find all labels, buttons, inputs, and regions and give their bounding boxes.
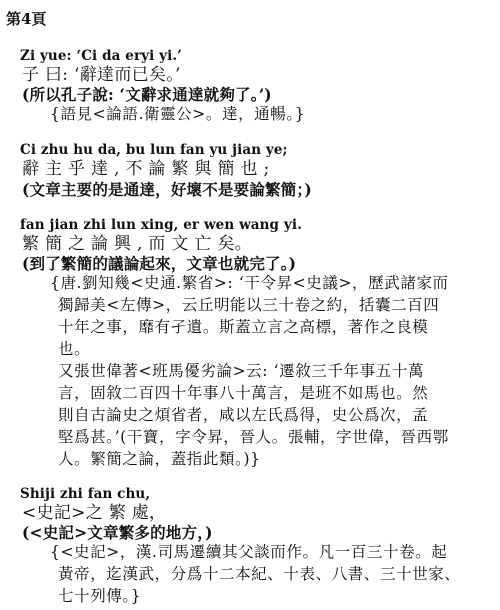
annotation-line: 又張世偉著<班馬優劣論>云: ‘遷敘三千年事五十萬 — [58, 362, 425, 380]
page-header: 第4頁 — [6, 10, 47, 28]
translation-line: (到了繁簡的議論起來，文章也就完了。) — [22, 254, 297, 273]
annotation-line: 也。 — [58, 340, 91, 358]
annotation-line: {<史記>，漢.司馬遷續其父談而作。凡一百三十卷。起 — [50, 543, 448, 561]
annotation-line: 則自古論史之煩省者，咸以左氏爲得，史公爲次，孟 — [58, 406, 429, 424]
annotation-line: 十年之事，靡有孑遺。斯蓋立言之高標，著作之良模 — [58, 318, 429, 336]
annotation-line: 獨歸美<左傳>，云丘明能以三十卷之約，括囊二百四 — [58, 296, 440, 314]
chinese-line: <史記>之 繁 處， — [22, 503, 167, 523]
annotation-line: 堅爲甚。’(干寶，字令昇，晉人。張輔，字世偉，晉西鄂 — [58, 428, 449, 446]
annotation-line: 人。繁簡之論，蓋指此類。)} — [58, 450, 261, 468]
chinese-line: 繁 簡 之 論 興 , 而 文 亡 矣。 — [22, 234, 253, 254]
annotation-line: {唐.劉知幾<史通.繁省>: ‘干令昇<史議>，歷武諸家而 — [50, 274, 449, 292]
translation-line: (<史記>文章繁多的地方，) — [22, 523, 213, 542]
annotation-line: {語見<論語.衛靈公>。達，通暢。} — [50, 105, 306, 123]
annotation-line: 言，固敘二百四十年事八十萬言，是班不如馬也。然 — [58, 384, 429, 402]
chinese-line: 子 曰: ‘辭達而已矣。’ — [22, 65, 181, 85]
annotation-line: 七十列傳。} — [58, 587, 142, 605]
annotation-line: 黃帝，迄漢武，分爲十二本紀、十表、八書、三十世家、 — [58, 565, 461, 583]
pinyin-line: fan jian zhi lun xing, er wen wang yi. — [20, 217, 302, 233]
pinyin-line: Shiji zhi fan chu, — [20, 486, 151, 502]
chinese-line: 辭 主 乎 達 , 不 論 繁 與 簡 也 ; — [22, 159, 270, 179]
translation-line: (所以孔子說: ‘文辭求通達就夠了。’) — [22, 85, 272, 104]
translation-line: (文章主要的是通達，好壞不是要論繁簡；) — [22, 180, 312, 199]
pinyin-line: Ci zhu hu da, bu lun fan yu jian ye; — [20, 142, 288, 158]
pinyin-line: Zi yue: ‘Ci da eryi yi.’ — [20, 48, 182, 64]
